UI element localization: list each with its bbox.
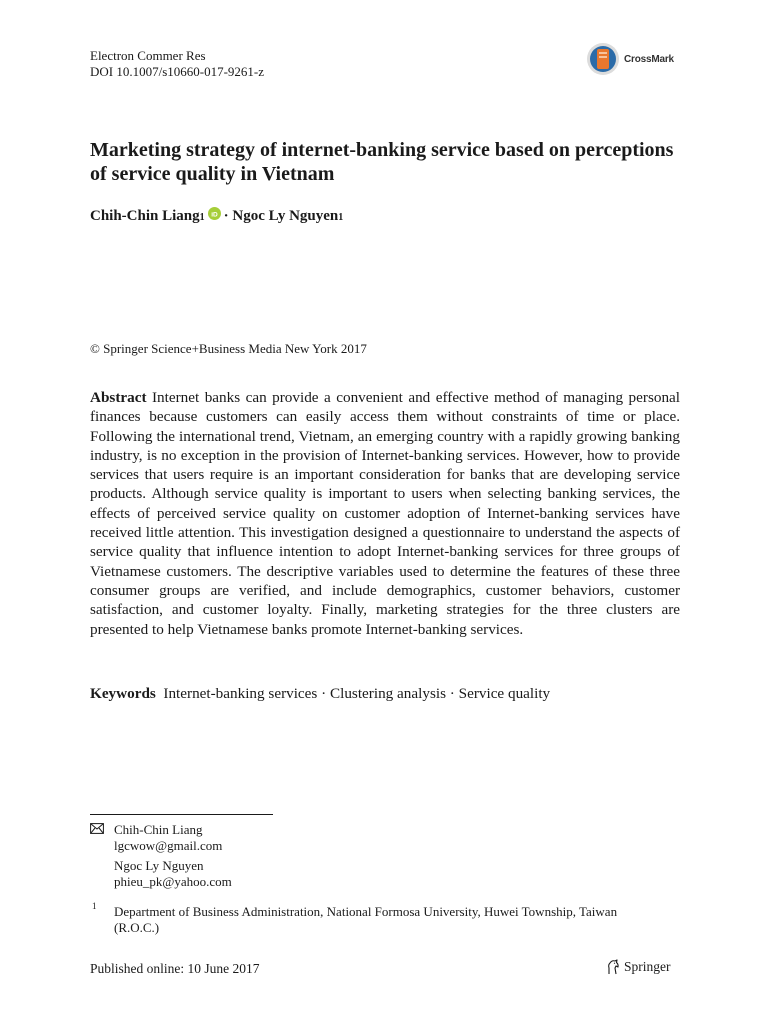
springer-horse-icon [606,959,620,975]
coauthor-email[interactable]: phieu_pk@yahoo.com [114,874,232,889]
author-name[interactable]: Ngoc Ly Nguyen [232,208,339,224]
crossmark-label: CrossMark [624,53,674,65]
doi[interactable]: DOI 10.1007/s10660-017-9261-z [90,64,265,79]
crossmark-icon [586,42,620,76]
author-separator: · [223,208,229,224]
published-date: Published online: 10 June 2017 [90,961,260,976]
affiliation-number: 1 [92,901,97,911]
envelope-icon [90,823,104,834]
abstract-heading: Abstract [90,389,147,406]
publisher-name: Springer [624,959,671,974]
keywords [90,684,610,703]
corresponding-author-name: Chih-Chin Liang [114,822,203,837]
affiliation-text: Department of Business Administration, National Formosa University, Huwei Township, Taiwan (R.O.C.) [114,904,618,935]
author-affiliation-marker: 1 [338,212,344,223]
publisher-logo [606,959,671,975]
abstract [90,388,680,639]
svg-text:iD: iD [210,211,218,219]
corresponding-author-email[interactable]: lgcwow@gmail.com [114,838,223,853]
abstract-text: Internet banks can provide a convenient and effective method of managing personal finances because customers can easily access them without constraints of time or place. Following the international trend, Vietnam, an emerging country with a rapidly growing banking industry, is no exception in the provision of Internet-banking services. However, how to provide services that users require is an important consideration for banks that are developing service products. Although service quality is important to users when selecting banking services, the effects of perceived service quality on customer adoption of Internet-banking services have received little attention. This investigation designed a questionnaire to understand the aspects of service quality that influence intention to adopt Internet-banking services for three groups of Vietnamese customers. The descriptive variables used to determine the features of these three consumer groups are verified, and include demographics, customer behaviors, customer satisfaction, and customer loyalty. Finally, marketing strategies for the three clusters are presented to help Vietnamese banks promote Internet-banking services. [90,389,681,638]
journal-name: Electron Commer Res [90,48,206,63]
keywords-heading: Keywords [90,685,156,702]
author-list [90,207,343,225]
article-title: Marketing strategy of internet-banking service based on perceptions of service quality in Vietnam [90,139,674,185]
author-affiliation-marker: 1 [199,212,205,223]
footnote-divider [90,814,273,815]
copyright-notice: © Springer Science+Business Media New York 2017 [90,341,367,356]
orcid-icon[interactable] [208,207,221,220]
crossmark-badge[interactable] [586,42,674,76]
keywords-text: Internet-banking services · Clustering analysis · Service quality [163,685,551,702]
coauthor-name: Ngoc Ly Nguyen [114,858,204,873]
author-name[interactable]: Chih-Chin Liang [90,208,200,224]
